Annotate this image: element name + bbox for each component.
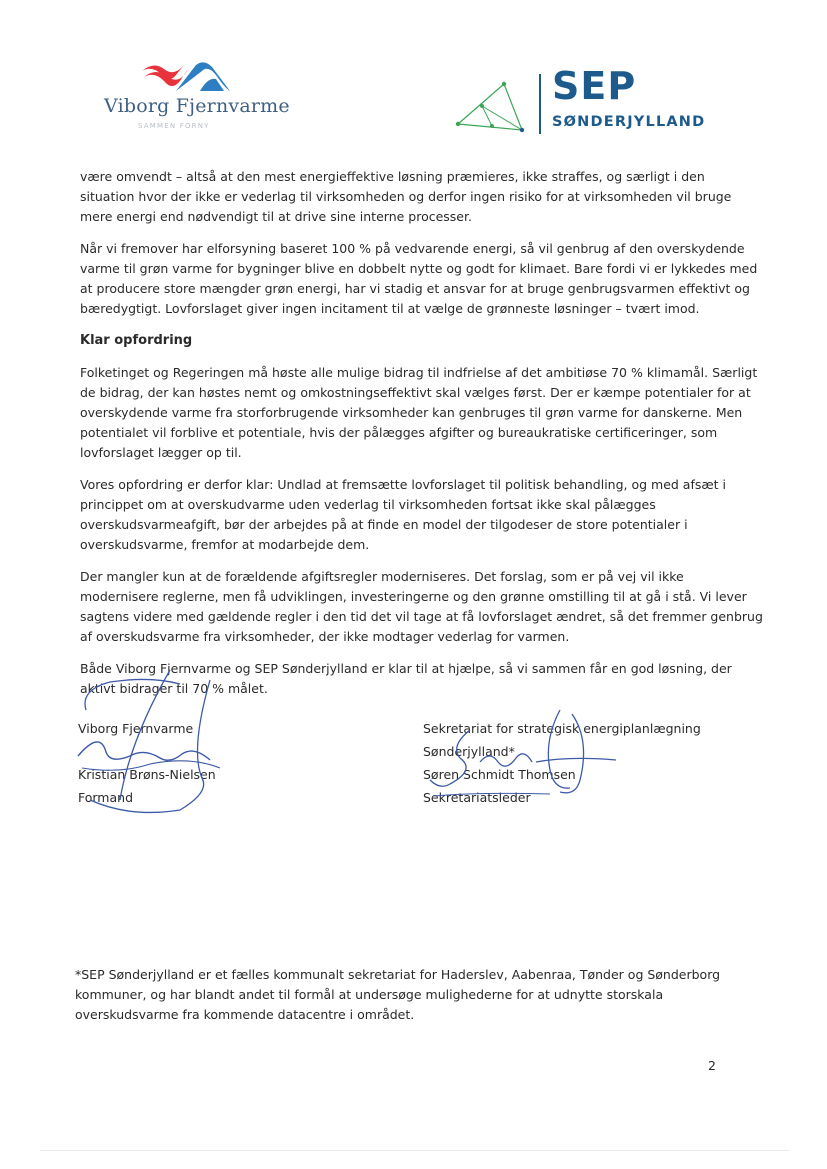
letter-body xyxy=(80,167,763,711)
footnote xyxy=(75,965,745,1025)
paragraph xyxy=(80,567,763,647)
footnote-line: overskudsvarme fra kommende datacentre i området. xyxy=(75,1007,415,1022)
text-line: Både Viborg Fjernvarme og SEP Sønderjylland er klar til at hjælpe, så vi sammen får en god løsning, der xyxy=(80,661,732,676)
paragraph xyxy=(80,167,730,227)
text-line: lovforslaget lægger op til. xyxy=(80,445,242,460)
signature-title: Sekretariatsleder xyxy=(423,790,531,805)
signature-block-viborg xyxy=(78,717,216,809)
paragraph xyxy=(80,363,758,463)
text-line: varme til grøn varme for bygninger blive en dobbelt nytte og godt for klimaet. Bare fordi vi er lykkedes med xyxy=(80,261,758,276)
section-heading: Klar opfordring xyxy=(80,333,193,348)
viborg-wave-icon xyxy=(140,61,240,95)
signature-name: Søren Schmidt Thomsen xyxy=(423,767,576,782)
signature-spacer xyxy=(78,740,216,763)
text-line: Der mangler kun at de forældende afgiftsregler moderniseres. Det forslag, som er på vej vil ikke xyxy=(80,569,684,584)
paragraph xyxy=(80,239,758,319)
text-line: være omvendt – altså at den mest energieffektive løsning præmieres, ikke straffes, og særligt i den xyxy=(80,169,705,184)
viborg-logo-tagline: SAMMEN FORNY xyxy=(138,122,210,130)
text-line: princippet om at overskudvarme uden vederlag til virksomheden fortsat ikke skal pålægges xyxy=(80,497,656,512)
text-line: aktivt bidrager til 70 % målet. xyxy=(80,681,268,696)
signature-block-sep xyxy=(423,717,701,809)
text-line: potentialet vil forblive et potentiale, hvis der pålægges afgifter og bureaukratiske certificeringer, som xyxy=(80,425,718,440)
text-line: situation hvor der ikke er vederlag til virksomheden og derfor ingen risiko for at virksomheden vil bruge xyxy=(80,189,732,204)
signature-org-region: Sønderjylland* xyxy=(423,744,515,759)
text-line: Folketinget og Regeringen må høste alle mulige bidrag til indfrielse af det ambitiøse 70 % klimamål. Særligt xyxy=(80,365,758,380)
sep-triangle-icon xyxy=(452,78,532,134)
sep-sonderjylland-logo xyxy=(452,64,742,142)
signature-org: Viborg Fjernvarme xyxy=(78,721,194,736)
page-number: 2 xyxy=(708,1058,716,1073)
signature-org: Sekretariat for strategisk energiplanlægning xyxy=(423,721,701,736)
text-line: at producere store mængder grøn energi, har vi stadig et ansvar for at bruge genbrugsvarmen effektivt og xyxy=(80,281,750,296)
text-line: sagtens videre med gældende regler i den tid det vil tage at få lovforslaget ændret, så det fremmer genbrug xyxy=(80,609,763,624)
text-line: af overskudsvarme fra virksomheder, der ikke modtager vederlag for varmen. xyxy=(80,629,570,644)
text-line: de bidrag, der kan høstes nemt og omkostningseffektivt skal vælges først. Der er kæmpe potentialer for at xyxy=(80,385,751,400)
text-line: mere energi end nødvendigt til at drive sine interne processer. xyxy=(80,209,472,224)
paragraph xyxy=(80,659,730,699)
paragraph xyxy=(80,475,730,555)
footnote-line: kommuner, og har blandt andet til formål at undersøge mulighederne for at udnytte storskala xyxy=(75,987,664,1002)
text-line: overskydende varme fra storforbrugende virksomheder kan genbruges til grøn varme for danskerne. Men xyxy=(80,405,743,420)
signature-name: Kristian Brøns-Nielsen xyxy=(78,767,216,782)
sep-logo-subtitle: SØNDERJYLLAND xyxy=(552,114,706,130)
text-line: overskudsvarmeafgift, bør der arbejdes på at finde en model der tilgodeser de store potentialer i xyxy=(80,517,688,532)
sep-logo-divider xyxy=(539,74,541,134)
text-line: modernisere reglerne, men få udviklingen, investeringerne og den grønne omstilling til at gå i stå. Vi lever xyxy=(80,589,747,604)
viborg-logo-name: Viborg Fjernvarme xyxy=(104,95,290,117)
viborg-fjernvarme-logo xyxy=(100,55,290,135)
text-line: bæredygtigt. Lovforslaget giver ingen incitament til at vælge de grønneste løsninger – tvært imod. xyxy=(80,301,700,316)
page-bottom-edge xyxy=(40,1150,790,1151)
text-line: Når vi fremover har elforsyning baseret 100 % på vedvarende energi, så vil genbrug af den overskydende xyxy=(80,241,745,256)
footnote-line: *SEP Sønderjylland er et fælles kommunalt sekretariat for Haderslev, Aabenraa, Tønder og Sønderborg xyxy=(75,967,721,982)
sep-logo-title: SEP xyxy=(552,64,637,108)
text-line: overskudsvarme, fremfor at modarbejde dem. xyxy=(80,537,370,552)
text-line: Vores opfordring er derfor klar: Undlad at fremsætte lovforslaget til politisk behandling, og med afsæt i xyxy=(80,477,727,492)
signature-title: Formand xyxy=(78,790,134,805)
